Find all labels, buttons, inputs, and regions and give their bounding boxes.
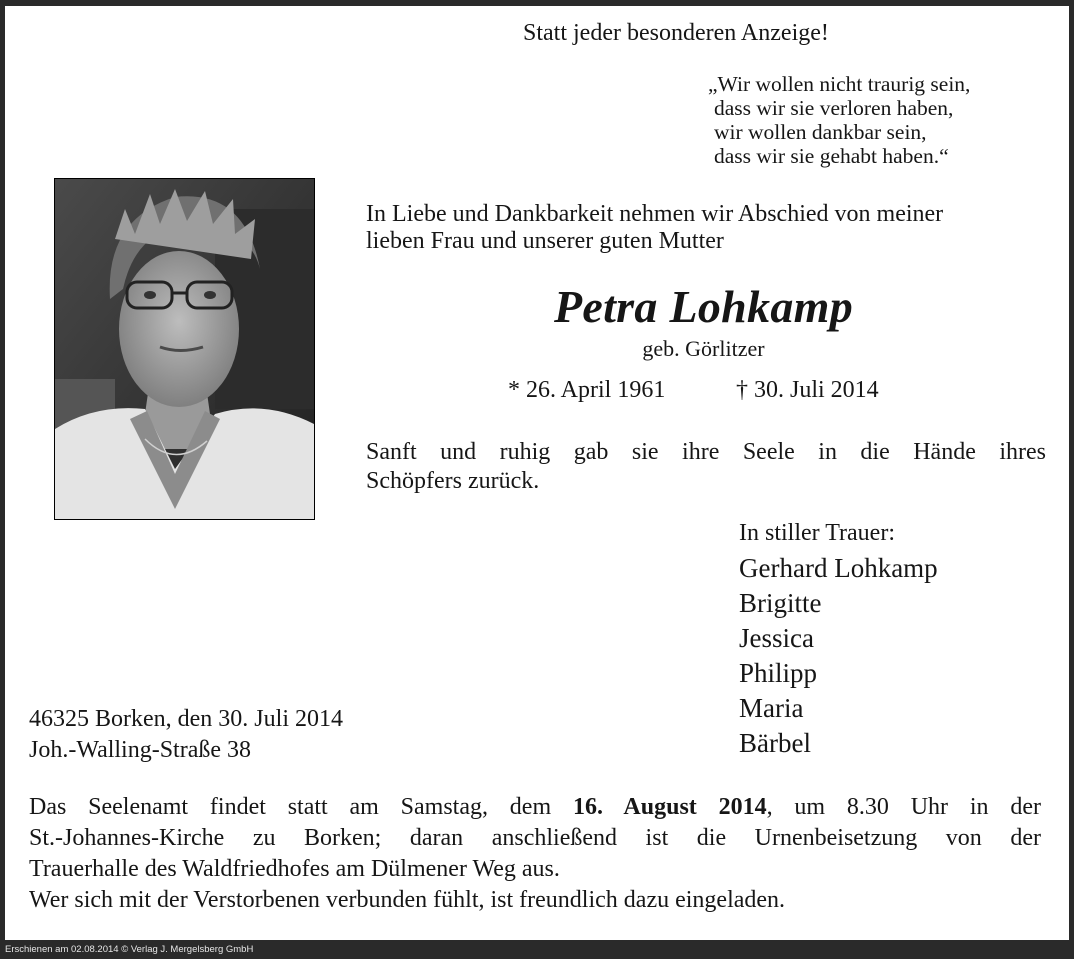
service-info — [29, 792, 1041, 916]
passing-line: Schöpfers zurück. — [366, 468, 540, 494]
notice-header: Statt jeder besonderen Anzeige! — [523, 20, 829, 46]
mourner-name: Maria — [739, 693, 804, 723]
quote-line: dass wir sie verloren haben, — [714, 96, 954, 120]
memorial-quote — [708, 72, 970, 168]
quote-line: „Wir wollen nicht traurig sein, — [708, 72, 971, 96]
service-line: Wer sich mit der Verstorbenen verbunden fühlt, ist freundlich dazu eingeladen. — [29, 887, 786, 913]
address-line: 46325 Borken, den 30. Juli 2014 — [29, 706, 343, 732]
passing-text — [366, 438, 1046, 496]
mourner-name: Jessica — [739, 623, 814, 653]
service-line — [29, 792, 1041, 823]
publication-footer: Erschienen am 02.08.2014 © Verlag J. Mergelsberg GmbH — [5, 944, 254, 955]
service-line: St.-Johannes-Kirche zu Borken; daran anschließend ist die Urnenbeisetzung von der — [29, 825, 1041, 851]
obituary-card — [5, 6, 1069, 940]
address-block — [29, 704, 343, 766]
mourner-name: Bärbel — [739, 728, 811, 758]
passing-line: Sanft und ruhig gab sie ihre Seele in die Hände ihres — [366, 439, 1046, 465]
quote-line: wir wollen dankbar sein, — [714, 120, 927, 144]
mourner-name: Philipp — [739, 658, 818, 688]
death-date: † 30. Juli 2014 — [736, 377, 879, 403]
birth-date: * 26. April 1961 — [508, 377, 666, 403]
maiden-name: geb. Görlitzer — [642, 336, 765, 361]
farewell-intro — [366, 201, 943, 255]
address-line: Joh.-Walling-Straße 38 — [29, 737, 252, 763]
mourners-list — [739, 551, 938, 761]
intro-line: In Liebe und Dankbarkeit nehmen wir Abschied von meiner — [366, 201, 944, 227]
deceased-name: Petra Lohkamp — [553, 281, 854, 332]
mourner-name: Brigitte — [739, 588, 822, 618]
mourner-name: Gerhard Lohkamp — [739, 553, 938, 583]
mourning-label: In stiller Trauer: — [739, 520, 895, 546]
service-line: Trauerhalle des Waldfriedhofes am Dülmener Weg aus. — [29, 856, 560, 882]
service-text: , um 8.30 Uhr in der — [766, 794, 1041, 820]
portrait-photo — [54, 178, 315, 520]
service-date: 16. August 2014 — [572, 794, 767, 820]
intro-line: lieben Frau und unserer guten Mutter — [366, 228, 724, 254]
service-text: Das Seelenamt findet statt am Samstag, dem — [29, 794, 573, 820]
quote-line: dass wir sie gehabt haben.“ — [714, 144, 949, 168]
